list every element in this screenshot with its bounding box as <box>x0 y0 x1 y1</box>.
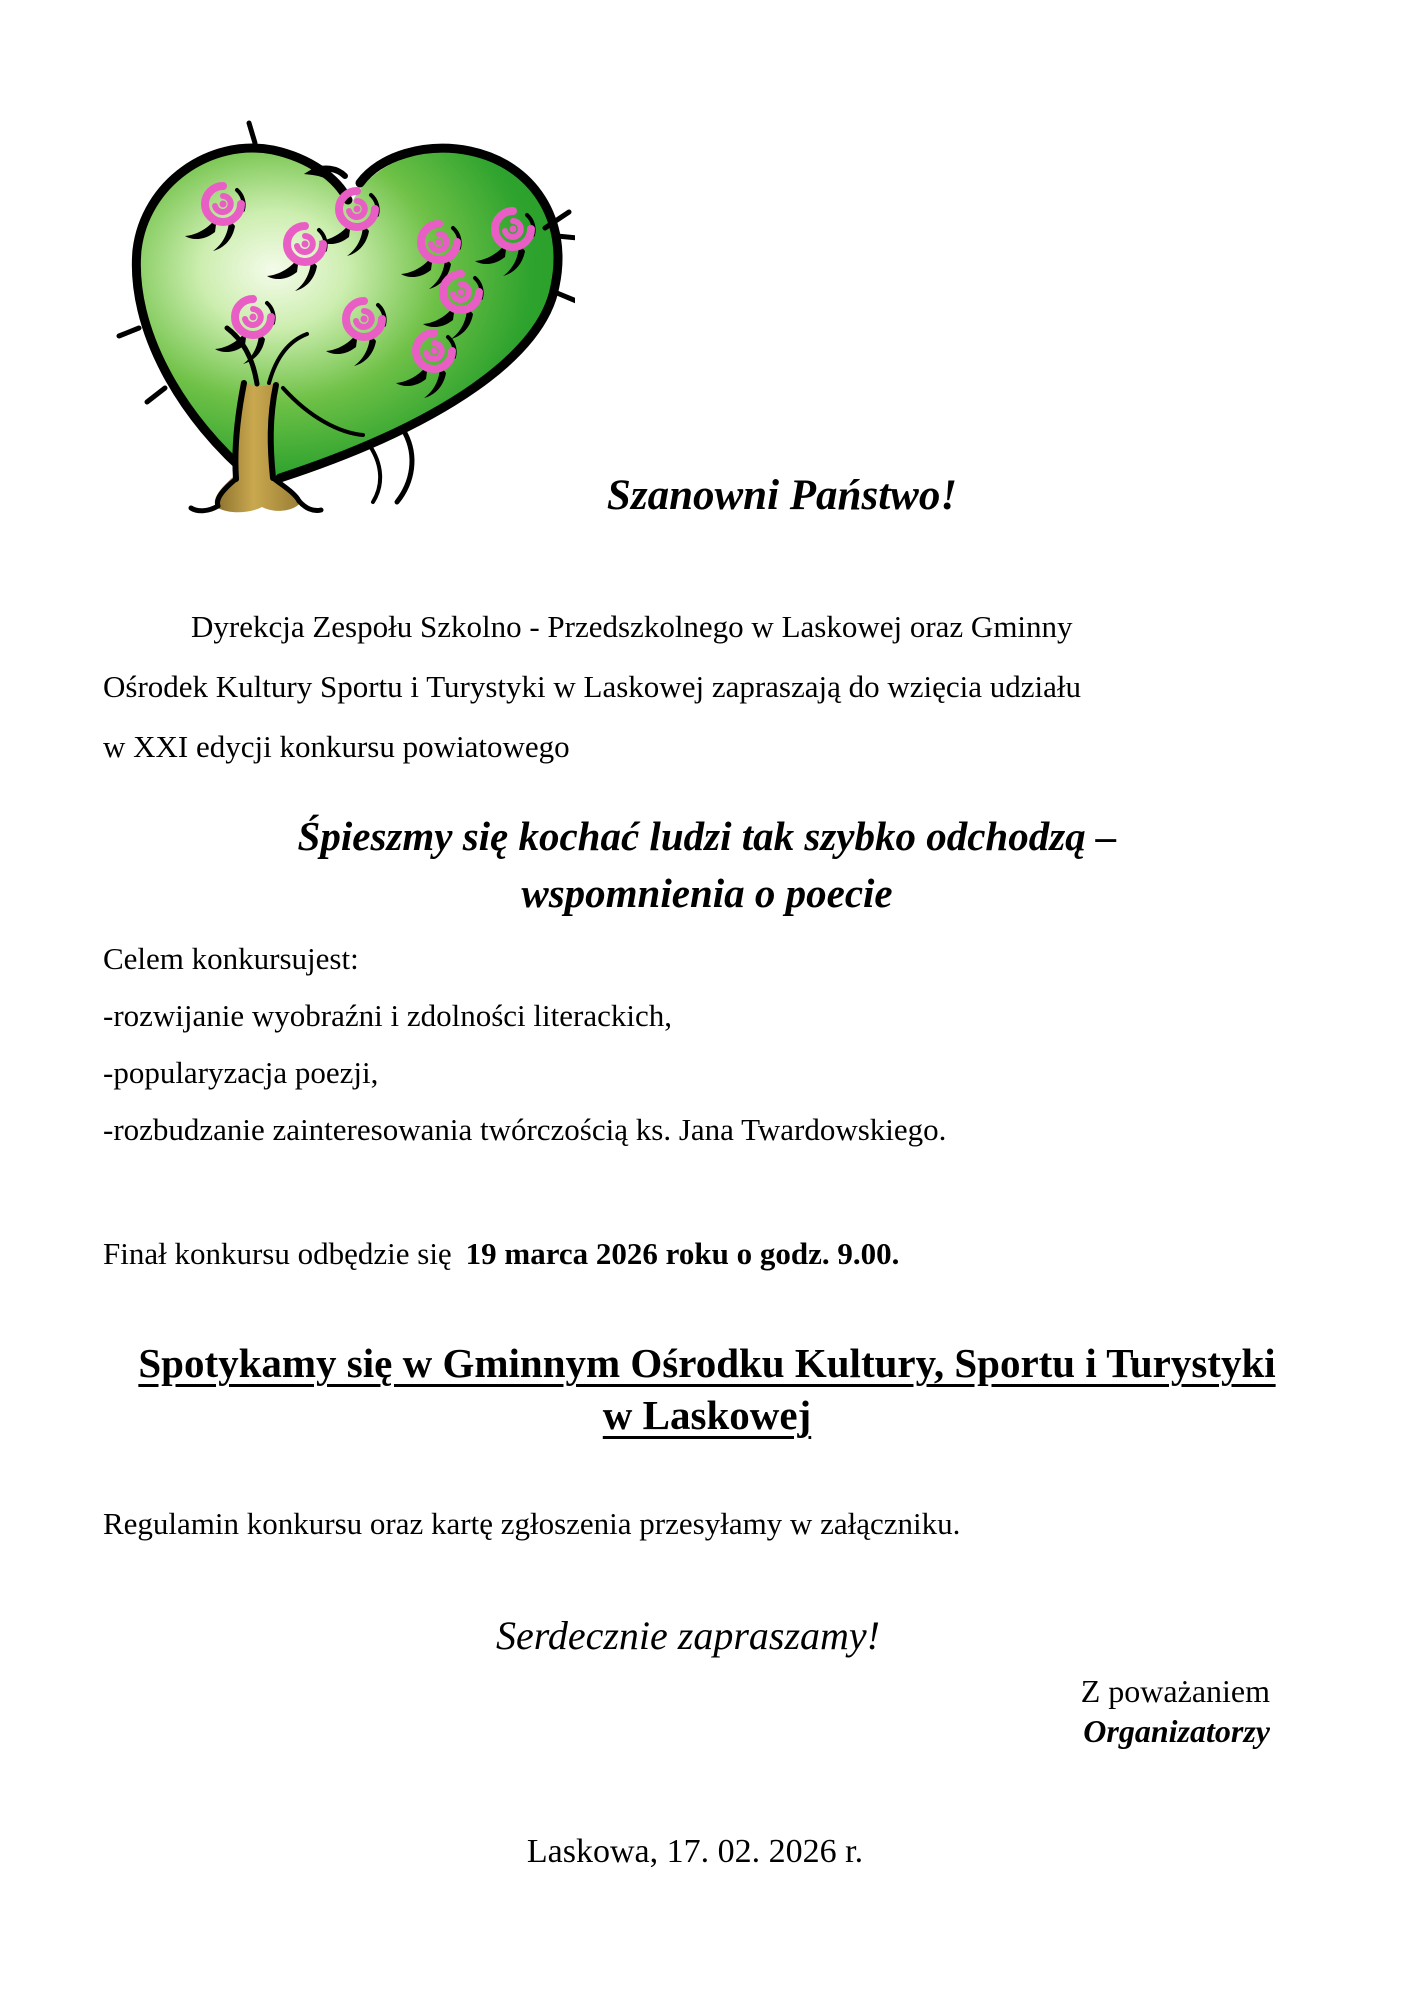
contest-title-heading <box>50 808 1364 922</box>
attachment-note: Regulamin konkursu oraz kartę zgłoszenia przesyłamy w załączniku. <box>103 1506 961 1541</box>
closing-block <box>1081 1671 1270 1751</box>
closing-signature: Organizatorzy <box>1083 1713 1270 1749</box>
goals-heading: Celem konkursujest: <box>103 941 359 976</box>
closing-respect: Z poważaniem <box>1080 1673 1270 1709</box>
dateline: Laskowa, 17. 02. 2026 r. <box>526 1833 864 1870</box>
final-date-bold: 19 marca 2026 roku o godz. 9.00. <box>465 1236 900 1271</box>
heart-tree-icon <box>105 88 575 528</box>
meeting-line: w Laskowej <box>602 1392 812 1438</box>
goal-item: -rozwijanie wyobraźni i zdolności literackich, <box>103 998 672 1033</box>
salutation-heading: Szanowni Państwo! <box>606 472 958 519</box>
intro-paragraph <box>103 597 1363 777</box>
intro-line: Dyrekcja Zespołu Szkolno - Przedszkolnego w Laskowej oraz Gminny <box>191 609 1073 644</box>
contest-title-line: wspomnienia o poecie <box>521 870 893 916</box>
goals-section <box>103 930 1363 1158</box>
goal-item: -rozbudzanie zainteresowania twórczością ks. Jana Twardowskiego. <box>103 1112 947 1147</box>
final-date-line <box>103 1236 1363 1272</box>
invitation-line: Serdecznie zapraszamy! <box>495 1613 880 1658</box>
final-date-regular: Finał konkursu odbędzie się <box>103 1236 452 1271</box>
intro-line: Ośrodek Kultury Sportu i Turystyki w Laskowej zapraszają do wzięcia udziału <box>103 669 1082 704</box>
intro-line: w XXI edycji konkursu powiatowego <box>103 729 570 764</box>
goal-item: -popularyzacja poezji, <box>103 1055 379 1090</box>
meeting-heading <box>50 1337 1364 1441</box>
contest-title-line: Śpieszmy się kochać ludzi tak szybko odchodzą – <box>297 813 1117 859</box>
meeting-line: Spotykamy się w Gminnym Ośrodku Kultury, Sportu i Turystyki <box>138 1340 1276 1386</box>
